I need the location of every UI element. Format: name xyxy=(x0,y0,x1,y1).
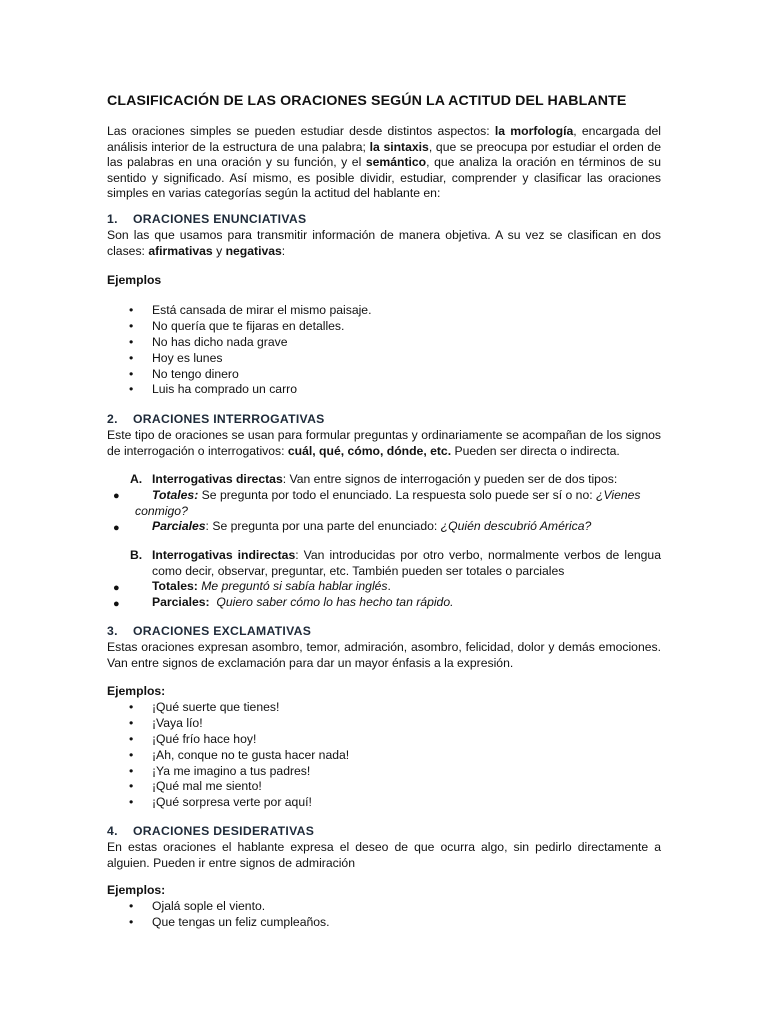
list-item: • ¡Ya me imagino a tus padres! xyxy=(107,764,661,780)
bullet-icon: ● xyxy=(113,490,120,502)
page-title: CLASIFICACIÓN DE LAS ORACIONES SEGÚN LA ACTITUD DEL HABLANTE xyxy=(107,93,627,109)
section-3-examples xyxy=(107,700,661,811)
interrogativas-directas: A. Interrogativas directas: Van entre signos de interrogación y pueden ser de dos tipos: xyxy=(130,472,618,486)
list-item: • ¡Qué suerte que tienes! xyxy=(107,700,661,716)
bullet-icon: ● xyxy=(113,598,120,610)
indirectas-parciales: Parciales: Quiero saber cómo lo has hecho tan rápido. xyxy=(152,595,454,609)
list-item: • Que tengas un feliz cumpleaños. xyxy=(107,915,661,931)
list-item: • Hoy es lunes xyxy=(107,351,661,367)
section-3-examples-label: Ejemplos: xyxy=(107,684,166,698)
list-item: • ¡Ah, conque no te gusta hacer nada! xyxy=(107,748,661,764)
list-item: • ¡Qué mal me siento! xyxy=(107,779,661,795)
section-1-examples-label: Ejemplos xyxy=(107,273,162,287)
section-2-heading: 2. ORACIONES INTERROGATIVAS xyxy=(107,412,325,426)
section-4-paragraph: En estas oraciones el hablante expresa el deseo de que ocurra algo, sin pedirlo directamente a alguien. Pueden ir entre signos de admiración xyxy=(107,840,661,870)
section-4-examples-label: Ejemplos: xyxy=(107,883,166,897)
directas-parciales: Parciales: Se pregunta por una parte del enunciado: ¿Quién descubrió América? xyxy=(152,519,592,533)
list-item: • No tengo dinero xyxy=(107,367,661,383)
bullet-icon: ● xyxy=(113,522,120,534)
indirectas-totales: Totales: Me preguntó si sabía hablar inglés. xyxy=(152,579,391,593)
list-item: • ¡Qué frío hace hoy! xyxy=(107,732,661,748)
list-item: • No has dicho nada grave xyxy=(107,335,661,351)
section-4-heading: 4. ORACIONES DESIDERATIVAS xyxy=(107,824,315,838)
list-item: • ¡Qué sorpresa verte por aquí! xyxy=(107,795,661,811)
section-1-heading: 1. ORACIONES ENUNCIATIVAS xyxy=(107,212,307,226)
section-3-paragraph: Estas oraciones expresan asombro, temor, admiración, asombro, felicidad, dolor y demás emociones. Van entre signos de exclamación para dar un mayor énfasis a la expresión. xyxy=(107,640,661,670)
section-2-paragraph: Este tipo de oraciones se usan para formular preguntas y ordinariamente se acompañan de los signos de interrogación o interrogativos: cuál, qué, cómo, dónde, etc. Pueden ser directa o indirecta. xyxy=(107,428,661,458)
list-item: • Ojalá sople el viento. xyxy=(107,899,661,915)
list-item: • Luis ha comprado un carro xyxy=(107,382,661,398)
section-1-paragraph: Son las que usamos para transmitir información de manera objetiva. A su vez se clasifican en dos clases: afirmativas y negativas: xyxy=(107,228,661,258)
directas-totales: Totales: Se pregunta por todo el enunciado. La respuesta solo puede ser sí o no: ¿Vienes conmigo? xyxy=(135,488,641,518)
section-3-heading: 3. ORACIONES EXCLAMATIVAS xyxy=(107,624,312,638)
list-item: • No quería que te fijaras en detalles. xyxy=(107,319,661,335)
list-item: • ¡Vaya lío! xyxy=(107,716,661,732)
bullet-icon: ● xyxy=(113,582,120,594)
list-item: • Está cansada de mirar el mismo paisaje. xyxy=(107,303,661,319)
interrogativas-indirectas: B. Interrogativas indirectas: Van introducidas por otro verbo, normalmente verbos de lengua como decir, observar, preguntar, etc. También pueden ser totales o parciales xyxy=(130,548,661,578)
section-4-examples xyxy=(107,899,661,931)
section-1-examples xyxy=(107,303,661,398)
intro-paragraph: Las oraciones simples se pueden estudiar desde distintos aspectos: la morfología, encargada del análisis interior de la estructura de una palabra; la sintaxis, que se preocupa por estudiar el orden de las palabras en una oración y su función, y el semántico, que analiza la oración en términos de su sentido y significado. Así mismo, es posible dividir, estudiar, comprender y clasificar las oraciones simples en varias categorías según la actitud del hablante en: xyxy=(107,124,661,201)
